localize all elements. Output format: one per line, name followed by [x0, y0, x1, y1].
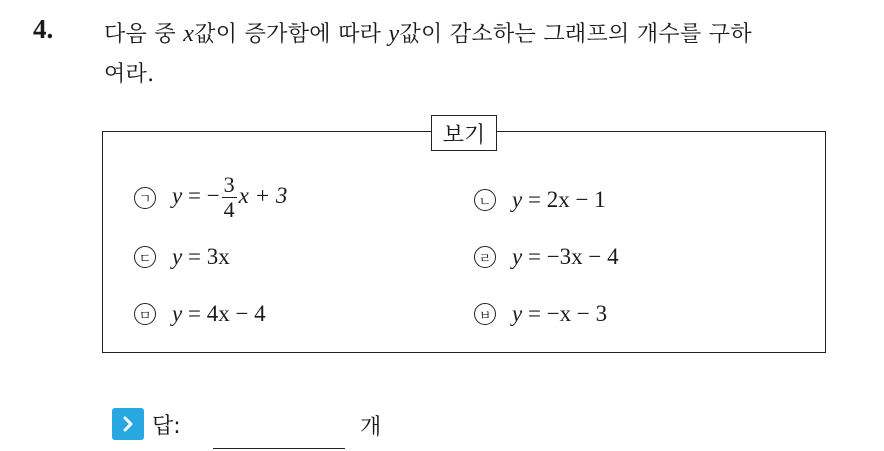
variable-y: y	[388, 21, 400, 47]
choice-marker: ㄷ	[134, 246, 156, 268]
equation-lhs: y	[172, 182, 183, 208]
equation-rhs: = −x − 3	[522, 301, 608, 326]
question-text-part: 값이 감소하는 그래프의 개수를 구하	[399, 22, 752, 47]
choice-marker: ㄱ	[134, 187, 156, 209]
equation	[172, 301, 266, 327]
answer-row	[112, 408, 181, 440]
choice-marker: ㅂ	[474, 303, 496, 325]
equation-operator: = −	[182, 182, 220, 208]
variable-x: x	[183, 21, 195, 47]
choices-box-title: 보기	[431, 115, 497, 151]
equation	[172, 244, 230, 270]
choice-item	[134, 173, 287, 222]
question-text-part: 다음 중	[104, 22, 184, 47]
equation-lhs: y	[172, 301, 183, 326]
fraction-denominator: 4	[223, 197, 235, 222]
choice-marker: ㄹ	[474, 246, 496, 268]
choice-marker: ㄴ	[474, 189, 496, 211]
question-text-line2: 여라.	[104, 62, 155, 87]
equation-lhs: y	[512, 187, 523, 212]
choice-item	[474, 244, 619, 270]
equation-rhs: = 3x	[182, 244, 230, 269]
answer-input[interactable]	[213, 448, 345, 449]
question-text-part: 값이 증가함에 따라	[194, 22, 389, 47]
equation-rhs: x + 3	[238, 182, 288, 208]
equation-lhs: y	[512, 301, 523, 326]
answer-unit: 개	[360, 415, 382, 440]
choice-marker: ㅁ	[134, 303, 156, 325]
fraction	[222, 173, 237, 222]
equation	[172, 173, 287, 222]
choice-item	[474, 187, 606, 213]
equation	[512, 187, 606, 213]
equation-lhs: y	[512, 244, 523, 269]
equation	[512, 301, 607, 327]
equation-lhs: y	[172, 244, 183, 269]
chevron-right-icon	[112, 408, 144, 440]
equation-rhs: = 2x − 1	[522, 187, 606, 212]
question-text	[104, 14, 864, 95]
equation-rhs: = 4x − 4	[182, 301, 266, 326]
equation	[512, 244, 619, 270]
choice-item	[134, 301, 266, 327]
equation-rhs: = −3x − 4	[522, 244, 619, 269]
choice-item	[134, 244, 230, 270]
question-number: 4.	[33, 14, 54, 44]
fraction-numerator: 3	[223, 172, 235, 197]
choice-item	[474, 301, 607, 327]
answer-label: 답:	[152, 413, 181, 439]
